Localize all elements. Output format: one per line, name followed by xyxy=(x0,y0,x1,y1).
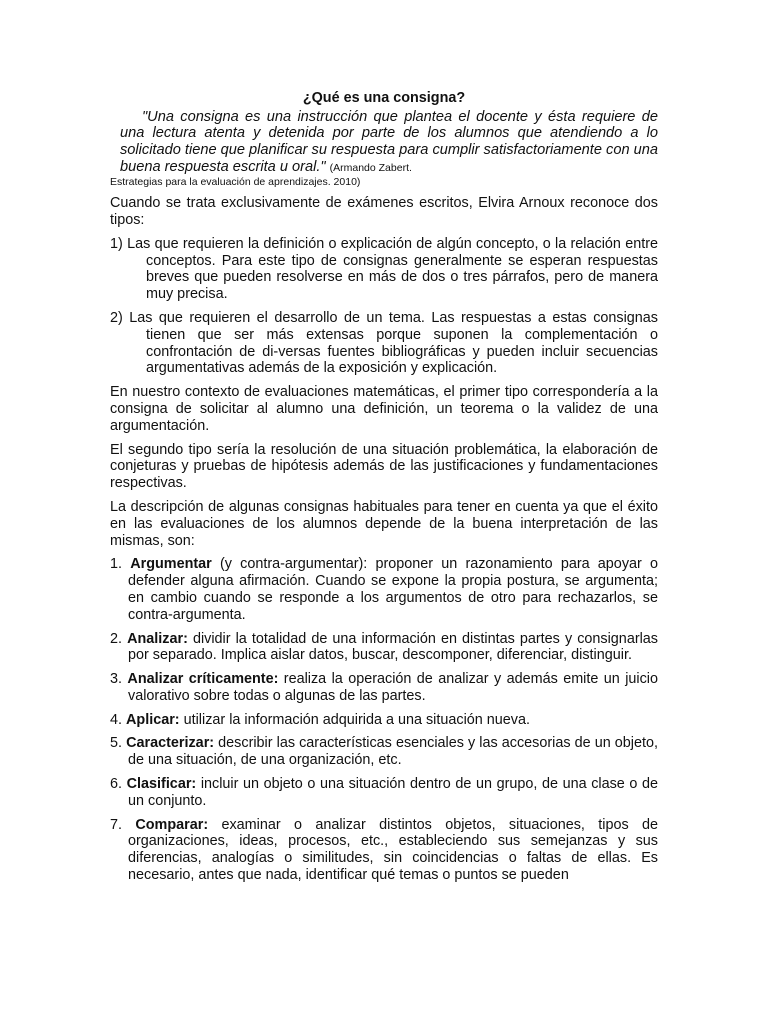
consigna-item xyxy=(110,712,658,729)
consigna-description: examinar o analizar distintos objetos, situaciones, tipos de organizaciones, ideas, procesos, etc., estableciendo sus semejanzas y sus diferencias, analogías o similitudes, sin coincidencias o faltas de ellas. Es necesario, antes que nada, identificar qué temas o puntos se pueden xyxy=(128,816,658,884)
consigna-number: 2. xyxy=(110,630,123,647)
consigna-description: realiza la operación de analizar y además emite un juicio valorativo sobre todas o algunas de las partes. xyxy=(128,671,658,704)
document-body xyxy=(110,90,658,891)
consigna-term: Aplicar: xyxy=(126,711,180,728)
consigna-description: incluir un objeto o una situación dentro de un grupo, de una clase o de un conjunto. xyxy=(128,776,659,809)
quote-text: "Una consigna es una instrucción que plantea el docente y ésta requiere de una lectura atenta y detenida por parte de los alumnos que atendiendo a lo solicitado tiene que planificar su respuesta para cumplir satisfactoriamente con una buena respuesta escrita u oral." xyxy=(120,108,658,175)
consigna-item xyxy=(110,776,658,810)
body-paragraph: El segundo tipo sería la resolución de una situación problemática, la elaboración de conjeturas y pruebas de hipótesis además de las justificaciones y fundamentaciones respectivas. xyxy=(110,441,658,492)
consigna-number: 3. xyxy=(110,671,123,688)
consigna-description: utilizar la información adquirida a una situación nueva. xyxy=(179,711,530,728)
definition-quote xyxy=(120,109,658,176)
consigna-item xyxy=(110,735,658,769)
consigna-item xyxy=(110,556,658,623)
consigna-term: Comparar: xyxy=(135,816,209,833)
consigna-term: Analizar: xyxy=(127,630,188,647)
type-item: 2) Las que requieren el desarrollo de un tema. Las respuestas a estas consignas tienen que ser más extensas porque suponen la complementación o confrontación de di-versas fuentes bibliográficas y pueden incluir secuencias argumentativas además de la exposición y explicación. xyxy=(110,309,658,377)
consigna-term: Clasificar: xyxy=(126,776,197,793)
consigna-item xyxy=(110,817,658,884)
body-paragraph: La descripción de algunas consignas habituales para tener en cuenta ya que el éxito en las evaluaciones de los alumnos depende de la buena interpretación de las mismas, son: xyxy=(110,498,658,549)
quote-citation-author: (Armando Zabert. xyxy=(329,161,412,174)
consigna-description: describir las características esenciales y las accesorias de un objeto, de una situación, de una organización, etc. xyxy=(128,735,658,769)
quote-citation-source: Estrategias para la evaluación de aprendizajes. 2010) xyxy=(110,176,361,189)
type-item: 1) Las que requieren la definición o explicación de algún concepto, o la relación entre conceptos. Para este tipo de consignas generalmente se esperan respuestas breves que pueden resolverse en más de dos o tres párrafos, pero de manera muy precisa. xyxy=(110,235,658,303)
body-paragraph: En nuestro contexto de evaluaciones matemáticas, el primer tipo correspondería a la consigna de solicitar al alumno una definición, un teorema o la validez de una argumentación. xyxy=(110,384,658,434)
consigna-description: (y contra-argumentar): proponer un razonamiento para apoyar o defender alguna afirmación. Cuando se expone la propia postura, se argumenta; en cambio cuando se responde a los argumentos de otro para rechazarlos, se contra-argumenta. xyxy=(128,556,658,623)
page-title: ¿Qué es una consigna? xyxy=(302,90,466,106)
consigna-term: Caracterizar: xyxy=(126,735,215,752)
consigna-item xyxy=(110,671,658,705)
consigna-number: 1. xyxy=(110,556,123,573)
consigna-item xyxy=(110,631,658,665)
consigna-number: 5. xyxy=(110,735,123,752)
intro-paragraph: Cuando se trata exclusivamente de exámenes escritos, Elvira Arnoux reconoce dos tipos: xyxy=(110,195,658,228)
consigna-term: Argumentar xyxy=(130,556,212,573)
consigna-number: 7. xyxy=(110,816,123,833)
consigna-number: 6. xyxy=(110,776,123,793)
consigna-term: Analizar críticamente: xyxy=(127,671,279,688)
consigna-number: 4. xyxy=(110,711,123,728)
consigna-description: dividir la totalidad de una información en distintas partes y consignarlas por separado. Implica aislar datos, buscar, descomponer, diferenciar, distinguir. xyxy=(128,630,659,664)
